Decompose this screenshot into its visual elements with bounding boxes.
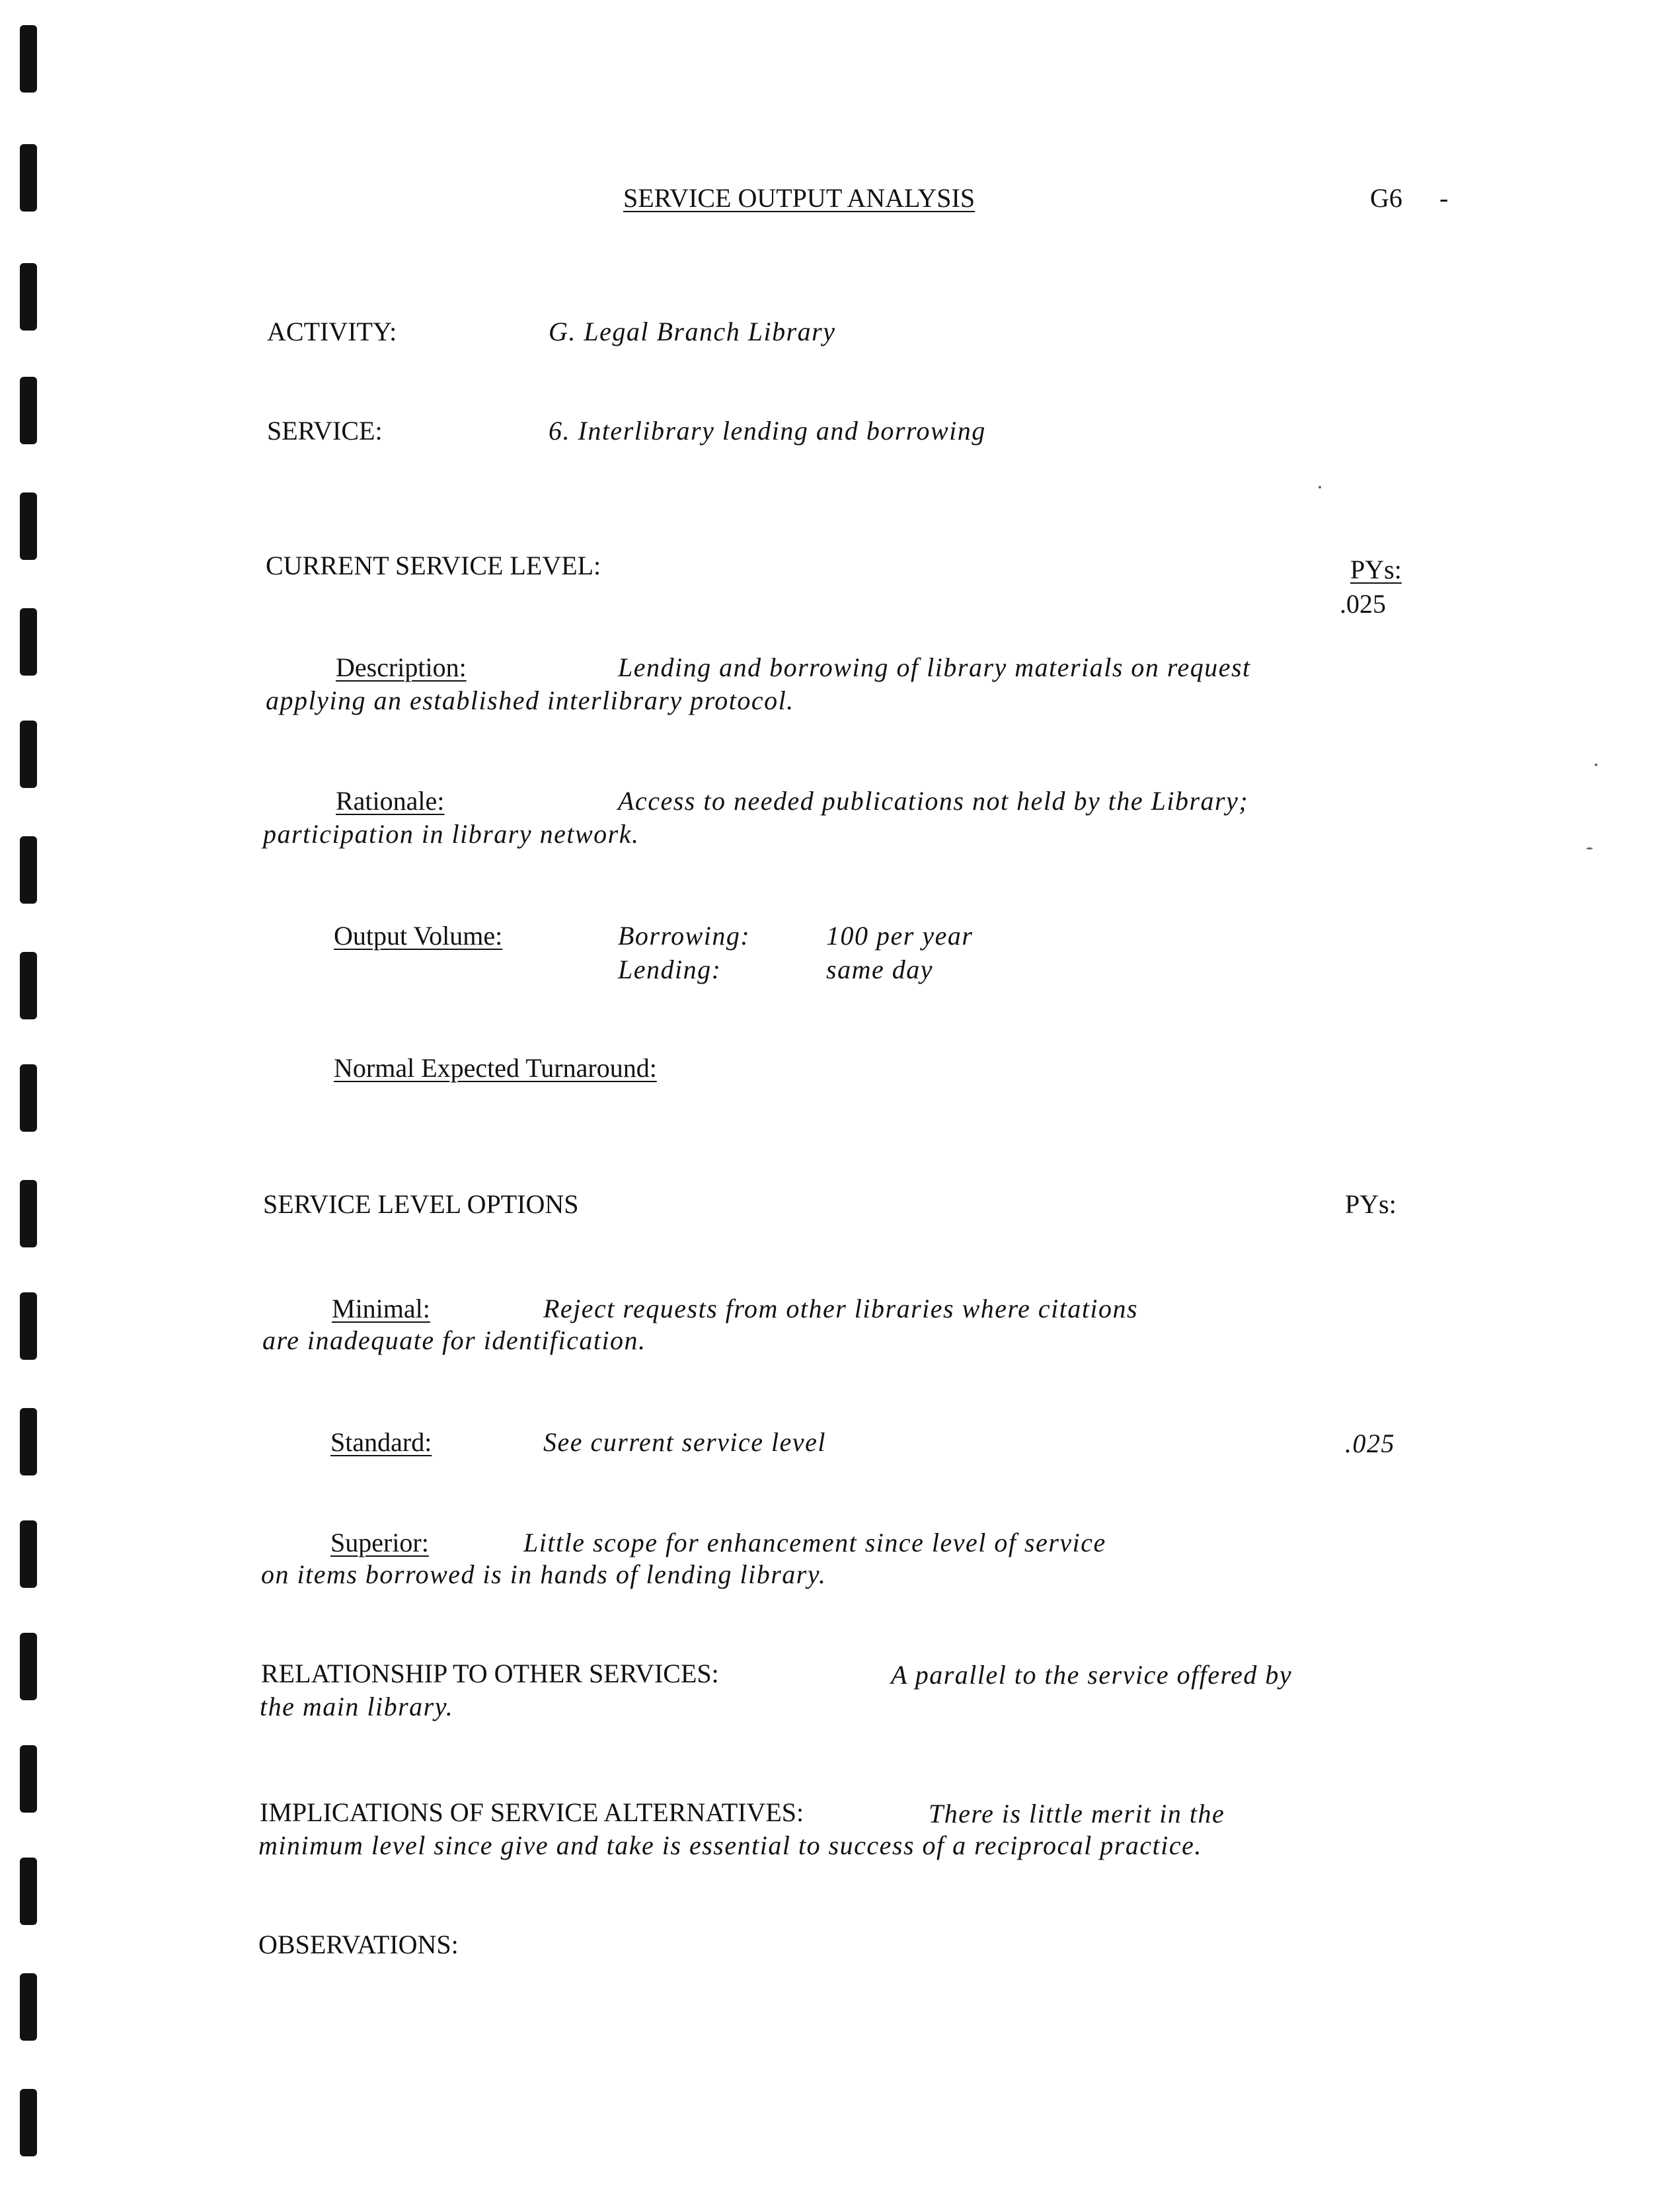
standard-label: Standard:	[330, 1427, 432, 1457]
punch-hole-mark	[20, 836, 37, 904]
punch-hole-mark	[20, 1064, 37, 1132]
punch-hole-mark	[20, 1408, 37, 1475]
page-code: G6	[1370, 183, 1402, 213]
description-label: Description:	[336, 652, 467, 682]
punch-hole-mark	[20, 1745, 37, 1813]
options-pys-label: PYs:	[1345, 1189, 1396, 1219]
description-line1: Lending and borrowing of library materials on request	[618, 652, 1251, 682]
service-level-options-heading: SERVICE LEVEL OPTIONS	[263, 1189, 579, 1219]
implications-line2: minimum level since give and take is essential to success of a reciprocal practice.	[258, 1830, 1202, 1860]
standard-pys: .025	[1345, 1429, 1395, 1458]
output-volume-label: Output Volume:	[334, 921, 503, 951]
output-volume-row-key: Lending:	[618, 955, 722, 984]
description-line2: applying an established interlibrary protocol.	[266, 686, 794, 715]
superior-line2: on items borrowed is in hands of lending library.	[261, 1559, 827, 1589]
activity-value: G. Legal Branch Library	[549, 317, 836, 346]
output-volume-row-value: same day	[826, 955, 933, 984]
punch-hole-mark	[20, 1180, 37, 1247]
punch-hole-mark	[20, 608, 37, 676]
observations-label: OBSERVATIONS:	[258, 1930, 459, 1959]
service-label: SERVICE:	[267, 416, 383, 446]
superior-label: Superior:	[330, 1528, 429, 1557]
scan-speck	[1318, 486, 1321, 489]
punch-hole-mark	[20, 1973, 37, 2041]
punch-hole-mark	[20, 1520, 37, 1588]
output-volume-row-value: 100 per year	[826, 921, 974, 951]
current-pys-value: .025	[1340, 589, 1386, 619]
punch-hole-mark	[20, 492, 37, 560]
current-pys-label: PYs:	[1350, 555, 1402, 584]
punch-hole-mark	[20, 1633, 37, 1700]
current-service-level-heading: CURRENT SERVICE LEVEL:	[266, 551, 601, 580]
rationale-line2: participation in library network.	[263, 819, 640, 849]
activity-label: ACTIVITY:	[267, 317, 397, 346]
scan-speck	[1595, 764, 1597, 766]
page-code-dash: -	[1439, 183, 1449, 213]
output-volume-row-key: Borrowing:	[618, 921, 751, 951]
punch-hole-mark	[20, 377, 37, 444]
superior-line1: Little scope for enhancement since level of service	[523, 1528, 1106, 1557]
standard-text: See current service level	[543, 1427, 827, 1457]
page-title: SERVICE OUTPUT ANALYSIS	[623, 183, 975, 213]
punch-hole-mark	[20, 25, 37, 93]
scan-speck	[1586, 847, 1593, 849]
punch-hole-mark	[20, 2089, 37, 2156]
relationship-line2: the main library.	[260, 1692, 454, 1721]
relationship-line1: A parallel to the service offered by	[891, 1660, 1293, 1690]
service-value: 6. Interlibrary lending and borrowing	[549, 416, 986, 446]
turnaround-label: Normal Expected Turnaround:	[334, 1053, 657, 1083]
punch-hole-mark	[20, 721, 37, 788]
punch-hole-mark	[20, 1858, 37, 1925]
punch-hole-mark	[20, 263, 37, 331]
rationale-label: Rationale:	[336, 786, 445, 816]
punch-hole-mark	[20, 1292, 37, 1360]
rationale-line1: Access to needed publications not held by the Library;	[618, 786, 1249, 816]
implications-line1: There is little merit in the	[929, 1799, 1225, 1828]
punch-hole-mark	[20, 952, 37, 1019]
implications-label: IMPLICATIONS OF SERVICE ALTERNATIVES:	[260, 1797, 804, 1827]
minimal-line1: Reject requests from other libraries where citations	[543, 1294, 1139, 1323]
punch-hole-mark	[20, 144, 37, 212]
minimal-label: Minimal:	[332, 1294, 430, 1323]
minimal-line2: are inadequate for identification.	[262, 1325, 646, 1355]
relationship-label: RELATIONSHIP TO OTHER SERVICES:	[261, 1659, 719, 1688]
